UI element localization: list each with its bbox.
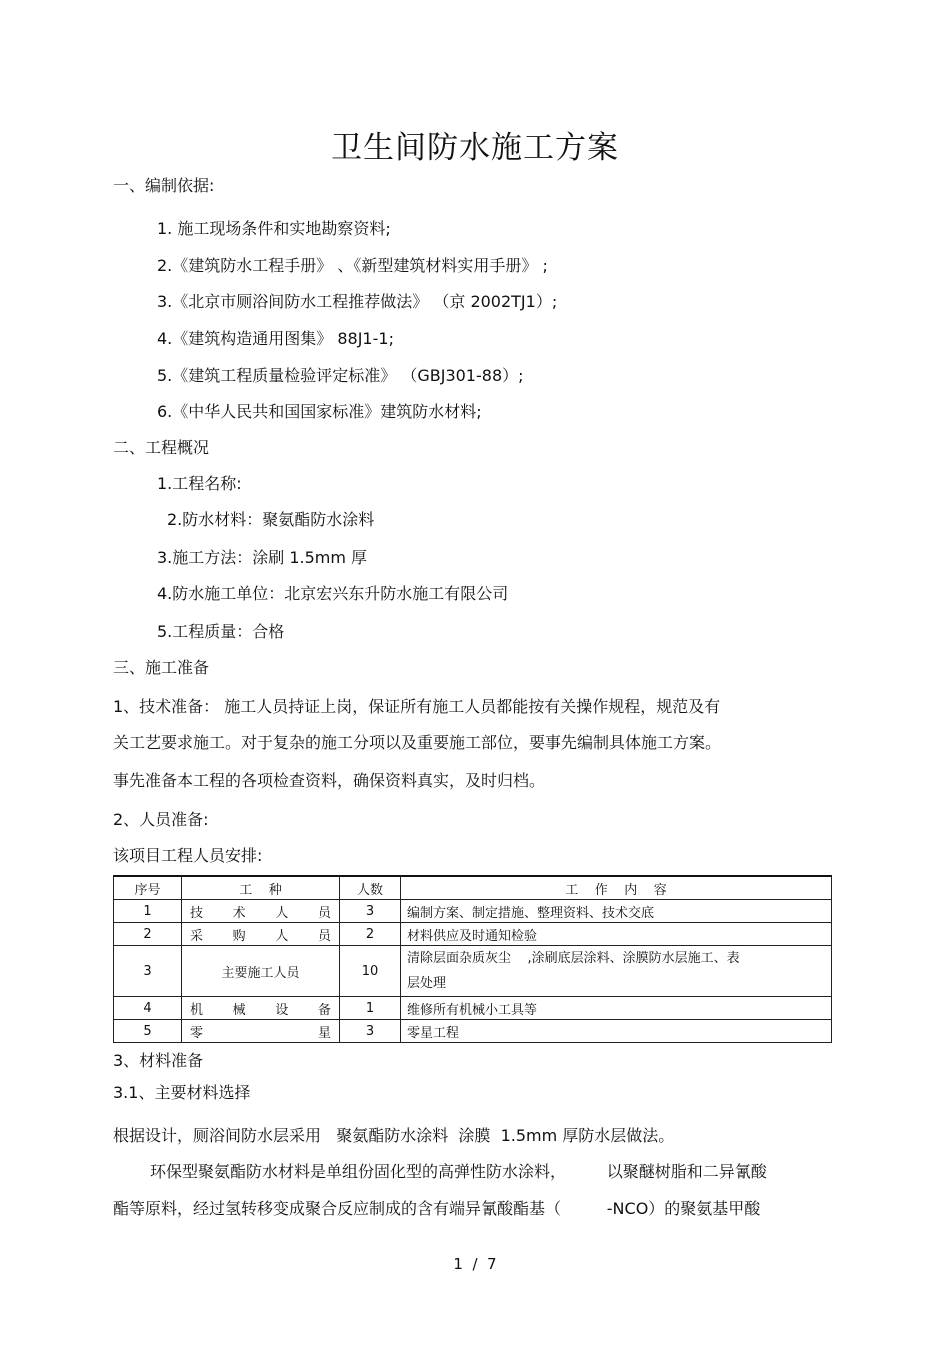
table-header-row	[114, 876, 832, 900]
overview-item-2: 2.防水材料：聚氨酯防水涂料	[167, 510, 375, 529]
header-type: 工 种	[182, 876, 340, 900]
header-work: 工 作 内 容	[401, 876, 832, 900]
row-no: 1	[114, 900, 182, 923]
material-paragraph-2-line-2: 酯等原料，经过氢转移变成聚合反应制成的含有端异氰酸酯基（ -NCO）的聚氨基甲酸	[113, 1199, 761, 1218]
material-paragraph-1: 根据设计，厕浴间防水层采用 聚氨酯防水涂料 涂膜 1.5mm 厚防水层做法。	[113, 1126, 675, 1145]
row-no: 5	[114, 1020, 182, 1043]
row-count: 3	[340, 1020, 401, 1043]
row-no: 3	[114, 946, 182, 997]
table-row	[114, 900, 832, 923]
row-work: 材料供应及时通知检验	[401, 923, 832, 946]
basis-item-4: 4.《建筑构造通用图集》 88J1-1;	[157, 329, 394, 348]
header-no: 序号	[114, 876, 182, 900]
row-no: 2	[114, 923, 182, 946]
row-count: 10	[340, 946, 401, 997]
row-work: 零星工程	[401, 1020, 832, 1043]
staff-intro: 该项目工程人员安排:	[113, 846, 263, 865]
row-type: 主要施工人员	[182, 946, 340, 997]
row-work-line-1: 清除层面杂质灰尘 ,涂刷底层涂料、涂膜防水层施工、表	[407, 951, 740, 966]
page-number: 1 / 7	[453, 1255, 497, 1273]
row-work: 编制方案、制定措施、整理资料、技术交底	[401, 900, 832, 923]
header-count: 人数	[340, 876, 401, 900]
table-row	[114, 1020, 832, 1043]
document-title: 卫生间防水施工方案	[331, 130, 619, 166]
basis-item-1: 1. 施工现场条件和实地勘察资料;	[157, 219, 391, 238]
basis-item-5: 5.《建筑工程质量检验评定标准》 （GBJ301-88）;	[157, 366, 524, 385]
section-heading-overview: 二、工程概况	[113, 438, 210, 457]
overview-item-5: 5.工程质量：合格	[157, 622, 285, 641]
overview-item-3: 3.施工方法：涂刷 1.5mm 厚	[157, 548, 368, 567]
staff-table	[113, 875, 832, 1043]
tech-prep-line-3: 事先准备本工程的各项检查资料，确保资料真实，及时归档。	[113, 771, 546, 790]
basis-item-2: 2.《建筑防水工程手册》 、《新型建筑材料实用手册》 ;	[157, 256, 548, 275]
row-work: 维修所有机械小工具等	[401, 997, 832, 1020]
tech-prep-line-2: 关工艺要求施工。对于复杂的施工分项以及重要施工部位，要事先编制具体施工方案。	[113, 733, 722, 752]
row-count: 3	[340, 900, 401, 923]
row-work	[401, 946, 832, 997]
row-type: 零星	[182, 1020, 340, 1043]
row-work-line-2: 层处理	[407, 976, 447, 991]
row-count: 2	[340, 923, 401, 946]
basis-item-6: 6.《中华人民共和国国家标准》建筑防水材料;	[157, 402, 482, 421]
row-type: 技术人员	[182, 900, 340, 923]
section-heading-basis: 一、编制依据:	[113, 176, 215, 195]
tech-prep-line-1: 1、技术准备： 施工人员持证上岗，保证所有施工人员都能按有关操作规程，规范及有	[113, 697, 721, 716]
section-heading-preparation: 三、施工准备	[113, 658, 210, 677]
overview-item-1: 1.工程名称:	[157, 474, 242, 493]
table-row	[114, 923, 832, 946]
row-no: 4	[114, 997, 182, 1020]
row-type: 采购人员	[182, 923, 340, 946]
row-type: 机械设备	[182, 997, 340, 1020]
material-paragraph-2-line-1: 环保型聚氨酯防水材料是单组份固化型的高弹性防水涂料， 以聚醚树脂和二异氰酸	[150, 1162, 767, 1181]
row-count: 1	[340, 997, 401, 1020]
basis-item-3: 3.《北京市厕浴间防水工程推荐做法》 （京 2002TJ1）;	[157, 292, 558, 311]
table-row	[114, 997, 832, 1020]
overview-item-4: 4.防水施工单位：北京宏兴东升防水施工有限公司	[157, 584, 509, 603]
material-subheading: 3.1、主要材料选择	[113, 1083, 251, 1102]
staff-heading: 2、人员准备:	[113, 810, 209, 829]
table-row	[114, 946, 832, 997]
material-heading: 3、材料准备	[113, 1051, 204, 1070]
